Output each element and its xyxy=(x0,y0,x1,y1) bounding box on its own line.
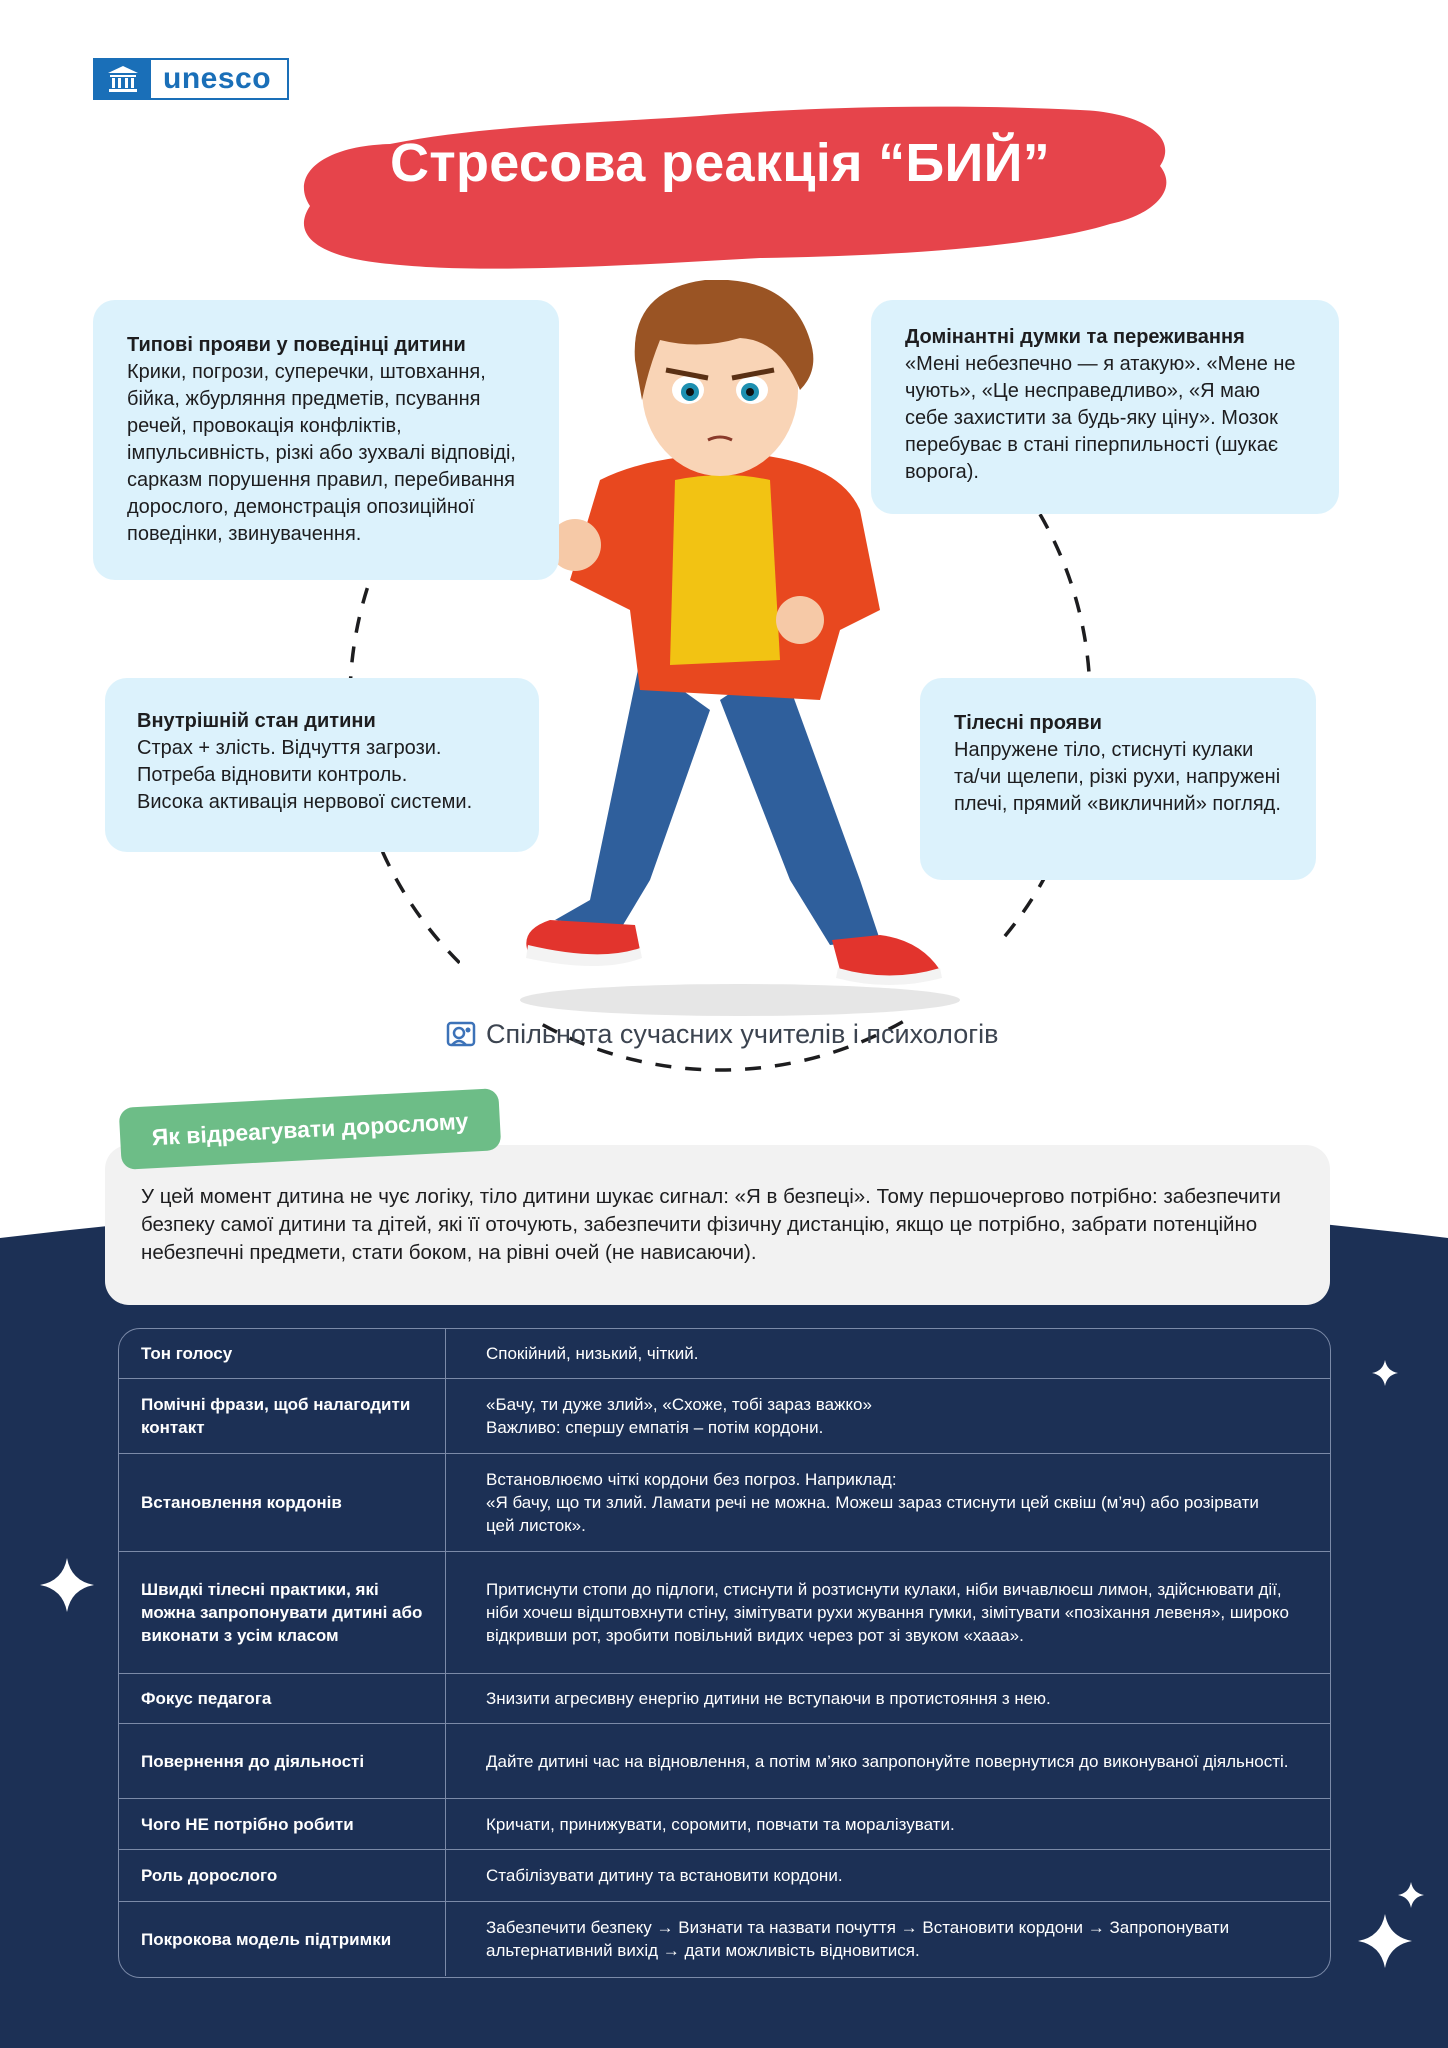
thoughts-heading: Домінантні думки та переживання xyxy=(905,326,1245,348)
table-value xyxy=(446,1379,1330,1453)
table-value-line: Забезпечити безпеку → Визнати та назвати почуття → Встановити кордони → Запропонувати альтернативний вихід → дати можливість відновитися. xyxy=(486,1918,1230,1960)
page-title: Стресова реакція “БИЙ” xyxy=(389,133,1051,193)
behavior-text: Крики, погрози, суперечки, штовхання, бійка, жбурляння предметів, псування речей, провокація конфліктів, імпульсивність, різкі або зухвалі відповіді, сарказм порушення правил, перебивання дорослого, демонстрація опозиційної поведінки, звинувачення. xyxy=(127,361,516,545)
table-row xyxy=(119,1674,1330,1724)
behavior-box xyxy=(93,300,559,580)
table-value-line: Спокійний, низький, чіткий. xyxy=(486,1344,699,1363)
community-caption xyxy=(446,1014,1006,1054)
reaction-text: У цей момент дитина не чує логіку, тіло дитини шукає сигнал: «Я в безпеці». Тому першочергово потрібно: забезпечити безпеку самої дитини та дітей, які її оточують, забезпечити фізичну дистанцію, якщо це потрібно, забрати потенційно небезпечні предмети, стати боком, на рівні очей (не нависаючи). xyxy=(141,1185,1281,1264)
unesco-logo xyxy=(93,58,289,100)
table-value xyxy=(446,1454,1330,1551)
table-row xyxy=(119,1379,1330,1454)
community-text: Спільнота сучасних учителів і психологів xyxy=(486,1018,999,1049)
body-signs-heading: Тілесні прояви xyxy=(954,712,1102,734)
behavior-heading: Типові прояви у поведінці дитини xyxy=(127,334,466,356)
table-value-line: «Бачу, ти дуже злий», «Схоже, тобі зараз важко» xyxy=(486,1395,872,1414)
table-value-line: Стабілізувати дитину та встановити кордони. xyxy=(486,1866,843,1885)
community-icon xyxy=(446,1019,476,1049)
table-value xyxy=(446,1902,1330,1976)
table-key: Встановлення кордонів xyxy=(119,1454,446,1551)
body-signs-text: Напружене тіло, стиснуті кулаки та/чи щелепи, різкі рухи, напружені плечі, прямий «викличний» погляд. xyxy=(954,739,1281,815)
inner-state-heading: Внутрішній стан дитини xyxy=(137,710,376,732)
sparkle-icon xyxy=(1372,1360,1398,1386)
table-value-line: «Я бачу, що ти злий. Ламати речі не можна. Можеш зараз стиснути цей сквіш (м’яч) або розірвати цей листок». xyxy=(486,1493,1259,1535)
table-row xyxy=(119,1329,1330,1379)
sparkle-icon xyxy=(1398,1882,1424,1908)
table-value xyxy=(446,1850,1330,1901)
table-row xyxy=(119,1552,1330,1674)
table-value xyxy=(446,1552,1330,1673)
table-key: Повернення до діяльності xyxy=(119,1724,446,1798)
table-value-line: Знизити агресивну енергію дитини не вступаючи в протистояння з нею. xyxy=(486,1689,1051,1708)
table-value-line: Встановлюємо чіткі кордони без погроз. Наприклад: xyxy=(486,1470,897,1489)
table-value-line: Важливо: спершу емпатія – потім кордони. xyxy=(486,1418,824,1437)
thoughts-text: «Мені небезпечно — я атакую». «Мене не чують», «Це несправедливо», «Я маю себе захистити за будь-яку ціну». Мозок перебуває в стані гіперпильності (шукає ворога). xyxy=(905,353,1296,483)
table-key: Фокус педагога xyxy=(119,1674,446,1723)
table-value xyxy=(446,1674,1330,1723)
table-key: Тон голосу xyxy=(119,1329,446,1378)
inner-state-line: Страх + злість. Відчуття загрози. xyxy=(137,737,442,759)
inner-state-box xyxy=(105,678,539,852)
table-key: Швидкі тілесні практики, які можна запропонувати дитині або виконати з усім класом xyxy=(119,1552,446,1673)
table-key: Роль дорослого xyxy=(119,1850,446,1901)
sparkle-icon xyxy=(1358,1914,1412,1968)
support-table xyxy=(118,1328,1331,1978)
table-key: Помічні фрази, щоб налагодити контакт xyxy=(119,1379,446,1453)
table-row xyxy=(119,1850,1330,1902)
sparkle-icon xyxy=(40,1558,94,1612)
logo-text: unesco xyxy=(163,62,272,95)
reaction-tab-label: Як відреагувати дорослому xyxy=(151,1107,469,1150)
table-row xyxy=(119,1724,1330,1799)
table-key: Чого НЕ потрібно робити xyxy=(119,1799,446,1849)
body-signs-box xyxy=(920,678,1316,880)
thoughts-box xyxy=(871,300,1339,514)
table-value-line: Кричати, принижувати, соромити, повчати та моралізувати. xyxy=(486,1814,955,1834)
table-row xyxy=(119,1454,1330,1552)
table-value xyxy=(446,1329,1330,1378)
table-value-line: Притиснути стопи до підлоги, стиснути й розтиснути кулаки, ніби вичавлюєш лимон, здійснювати дії, ніби хочеш відштовхнути стіну, зімітувати рухи жування гумки, зімітувати «позіхання левеня», широко відкривши рот, зробити повільний видих через рот зі звуком «хааа». xyxy=(486,1580,1289,1645)
table-key: Покрокова модель підтримки xyxy=(119,1902,446,1976)
reaction-box xyxy=(105,1145,1330,1305)
inner-state-line: Потреба відновити контроль. xyxy=(137,764,408,786)
table-row xyxy=(119,1799,1330,1850)
inner-state-line: Висока активація нервової системи. xyxy=(137,791,473,813)
table-value xyxy=(446,1724,1330,1798)
table-value xyxy=(446,1799,1330,1849)
table-value-line: Дайте дитині час на відновлення, а потім м’яко запропонуйте повернутися до виконуваної діяльності. xyxy=(486,1751,1289,1771)
temple-icon xyxy=(95,60,151,98)
table-row xyxy=(119,1902,1330,1976)
